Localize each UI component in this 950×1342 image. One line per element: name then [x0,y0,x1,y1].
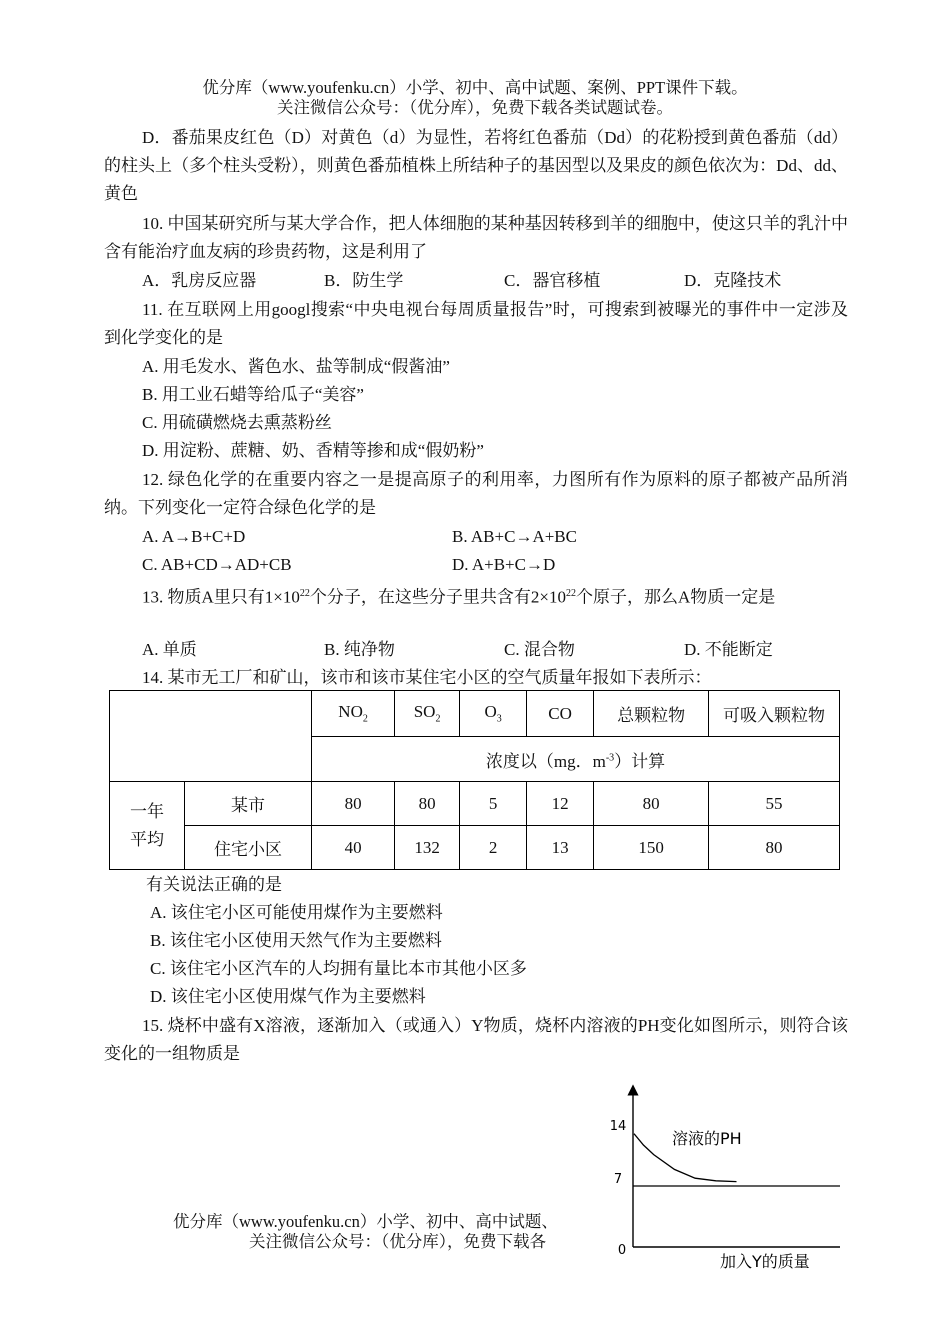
q13-stem-part-b: 个分子，在这些分子里共含有2×10 [309,587,566,607]
q12-stem-text: 12. 绿色化学的在重要内容之一是提高原子的利用率，力图所有作为原料的原子都被产品所消纳。下列变化一定符合绿色化学的是 [104,470,848,517]
air-quality-table [109,690,840,870]
table-cell: 132 [395,826,460,870]
table-cell: 80 [594,782,709,826]
table-cell: 150 [594,826,709,870]
q12-stem [104,466,848,522]
q13-stem-part-c: 个原子，那么A物质一定是 [575,587,776,607]
table-cell: 80 [709,826,840,870]
q10-option-a: A．乳房反应器 [142,271,257,290]
q9-option-d-text: D．番茄果皮红色（D）对黄色（d）为显性，若将红色番茄（Dd）的花粉授到黄色番茄（dd）的柱头上（多个柱头受粉），则黄色番茄植株上所结种子的基因型以及果皮的颜色依次为：Dd、dd、黄色 [104,128,848,203]
table-header-total-particulates: 总颗粒物 [594,691,709,737]
q10-stem-text: 10. 中国某研究所与某大学合作，把人体细胞的某种基因转移到羊的细胞中，使这只羊的乳汁中含有能治疗血友病的珍贵药物，这是利用了 [104,214,848,261]
q11-stem-text: 11. 在互联网上用googl搜索“中央电视台每周质量报告”时，可搜索到被曝光的事件中一定涉及到化学变化的是 [104,300,848,347]
y-tick-0: 0 [617,1243,627,1258]
q11-option-c: C. 用硫磺燃烧去熏蒸粉丝 [142,413,332,432]
q10-option-d: D．克隆技术 [684,271,782,290]
table-row [110,826,840,870]
q11-option-a: A. 用毛发水、酱色水、盐等制成“假酱油” [142,357,450,376]
q14-option-a: A. 该住宅小区可能使用煤作为主要燃料 [150,903,443,922]
q13-stem-part-a: 13. 物质A里只有1×10 [142,587,300,607]
q12-option-b: B. AB+C→A+BC [452,527,577,546]
q12-option-d: D. A+B+C→D [452,555,556,574]
q13-stem [104,580,848,612]
ph-chart [604,1084,844,1276]
table-row-label: 某市 [185,782,312,826]
q11-option-b: B. 用工业石蜡等给瓜子“美容” [142,385,364,404]
y-tick-7: 7 [613,1172,623,1187]
q11-option-d: D. 用淀粉、蔗糖、奶、香精等掺和成“假奶粉” [142,441,484,460]
q13-option-a: A. 单质 [142,640,197,659]
table-cell: 40 [312,826,395,870]
table-cell: 12 [527,782,594,826]
q14-option-d: D. 该住宅小区使用煤气作为主要燃料 [150,987,426,1006]
q12-option-a: A. A→B+C+D [142,527,246,546]
footer-line-1: 优分库（www.youfenku.cn）小学、初中、高中试题、 [173,1212,558,1231]
table-header-no2: $NO_2$ [312,691,395,737]
table-corner-cell [110,691,312,782]
table-header-inhalable-particulates: 可吸入颗粒物 [709,691,840,737]
q10-option-c: C．器官移植 [504,271,601,290]
table-cell: 80 [312,782,395,826]
table-row-label: 住宅小区 [185,826,312,870]
table-unit-row: 浓度以（mg．$m^{-3}$）计算 [312,737,840,782]
y-tick-14: 14 [609,1119,627,1134]
q13-option-b: B. 纯净物 [324,640,395,659]
table-row-group: 一年平均 [110,782,185,870]
table-row [110,782,840,826]
table-cell: 80 [395,782,460,826]
header-line-1: 优分库（www.youfenku.cn）小学、初中、高中试题、案例、PPT课件下载。 [202,78,748,97]
table-header-so2: $SO_2$ [395,691,460,737]
q10-option-b: B．防生学 [324,271,404,290]
x-axis-label: 加入Y的质量 [720,1252,810,1271]
table-cell: 13 [527,826,594,870]
q13-option-d: D. 不能断定 [684,640,773,659]
q12-option-c: C. AB+CD→AD+CB [142,555,292,574]
q13-exponent-2: 22 [565,588,576,599]
q13-exponent-1: 22 [299,588,310,599]
q14-lead: 有关说法正确的是 [146,875,282,894]
q11-stem [104,296,848,352]
table-cell: 55 [709,782,840,826]
curve-label: 溶液的PH [672,1129,742,1148]
q13-option-c: C. 混合物 [504,640,575,659]
table-header-co: CO [527,691,594,737]
q14-option-b: B. 该住宅小区使用天然气作为主要燃料 [150,931,442,950]
q15-stem [104,1012,848,1068]
header-line-2: 关注微信公众号：（优分库），免费下载各类试题试卷。 [277,98,673,117]
q14-stem: 14. 某市无工厂和矿山，该市和该市某住宅小区的空气质量年报如下表所示： [142,668,712,687]
q10-stem [104,210,848,266]
table-header-o3: $O_3$ [460,691,527,737]
footer-line-2: 关注微信公众号：（优分库），免费下载各 [249,1232,546,1251]
q15-stem-text: 15. 烧杯中盛有X溶液，逐渐加入（或通入）Y物质，烧杯内溶液的PH变化如图所示，则符合该变化的一组物质是 [104,1016,848,1063]
table-cell: 5 [460,782,527,826]
q9-option-d [104,124,848,208]
table-cell: 2 [460,826,527,870]
q14-option-c: C. 该住宅小区汽车的人均拥有量比本市其他小区多 [150,959,527,978]
